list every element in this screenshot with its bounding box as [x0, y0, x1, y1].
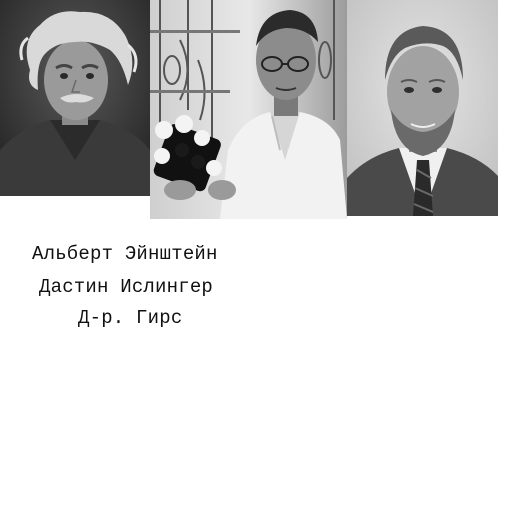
portrait-3-image: [347, 0, 498, 216]
caption-islinger: Дастин Ислингер: [39, 276, 214, 298]
portrait-photo-2: [150, 0, 347, 219]
caption-einstein: Альберт Эйнштейн: [32, 243, 218, 265]
portrait-photo-1: [0, 0, 150, 196]
portrait-1-image: [0, 0, 150, 196]
caption-dr-girs: Д-р. Гирс: [78, 307, 183, 329]
portrait-2-image: [150, 0, 347, 219]
portrait-photo-3: [347, 0, 498, 216]
